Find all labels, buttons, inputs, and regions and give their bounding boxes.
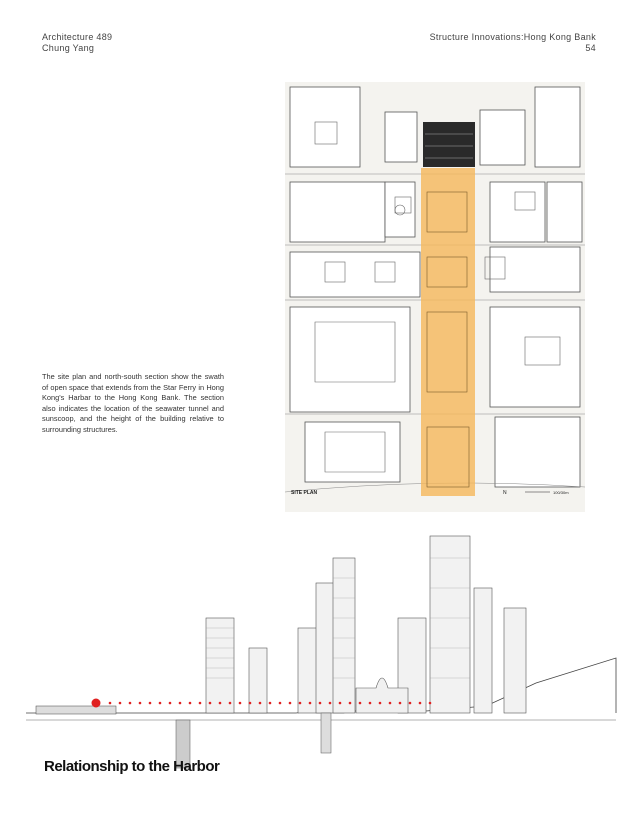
header-right bbox=[430, 32, 596, 54]
figure-caption: The site plan and north-south section show the swath of open space that extends from the Star Ferry in Hong Kong's Harbar to the Hong Kong Bank. The section also indicates the location of the seawater tunnel and sunscoop, and the height of the building relative to surrounding structures. bbox=[42, 372, 224, 434]
site-plan-label: SITE PLAN bbox=[291, 490, 318, 496]
scale-label: 100/30m bbox=[553, 490, 569, 495]
harbor-section-drawing bbox=[16, 528, 620, 788]
header-left bbox=[42, 32, 112, 54]
north-label: N bbox=[503, 490, 507, 496]
subject-title: Structure Innovations:Hong Kong Bank bbox=[429, 32, 596, 42]
page-number: 54 bbox=[585, 43, 596, 53]
course-title: Architecture 489 bbox=[42, 32, 113, 42]
section-title: Relationship to the Harbor bbox=[44, 758, 220, 775]
site-plan-drawing bbox=[285, 82, 585, 512]
author-name: Chung Yang bbox=[42, 43, 95, 53]
